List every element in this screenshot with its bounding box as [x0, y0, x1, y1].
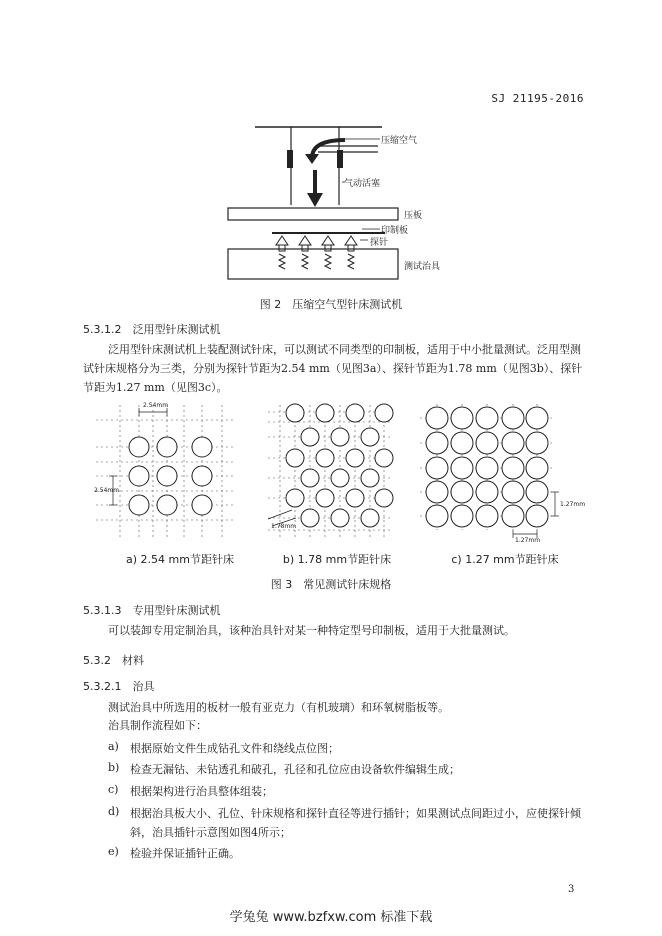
pin-a-1 — [129, 437, 149, 457]
pin-a-6 — [192, 466, 212, 486]
document-code: SJ 21195-2016 — [491, 92, 584, 105]
pin-c-17 — [451, 481, 473, 503]
label-piston: 气动活塞 — [344, 179, 381, 189]
dim-c-h-label: 1.27mm — [515, 537, 541, 544]
list-item-b-text: 检查无漏钻、未钻透孔和破孔，孔径和孔位应由设备软件编辑生成； — [130, 763, 460, 776]
pin-c-12 — [451, 457, 473, 479]
page-number: 3 — [568, 884, 575, 895]
pin-c-20 — [526, 481, 548, 503]
grid-c — [420, 404, 555, 530]
list-item-a-text: 根据原始文件生成钻孔文件和绕线点位图； — [130, 742, 339, 755]
figure-3c-caption: c) 1.27 mm节距针床 — [451, 553, 559, 566]
pin-b-6 — [375, 449, 393, 467]
pin-c-8 — [476, 432, 498, 454]
section-5-3-1-2-line-1: 泛用型针床测试机上装配测试针床，可以测试不同类型的印制板，适用于中小批量测试。泛用型测 — [108, 343, 581, 356]
pin-b-10 — [316, 404, 334, 422]
grid-b — [268, 404, 393, 540]
grid-a — [96, 405, 236, 540]
pin-c-22 — [451, 505, 473, 527]
pin-c-13 — [476, 457, 498, 479]
pin-c-19 — [502, 481, 524, 503]
section-5-3-2-1-title: 5.3.2.1 治具 — [83, 680, 155, 693]
pin-b-14 — [331, 428, 349, 446]
pin-b-16 — [301, 469, 319, 487]
figure-3-caption: 图 3 常见测试针床规格 — [270, 578, 392, 591]
pin-b-17 — [331, 469, 349, 487]
pin-c-9 — [502, 432, 524, 454]
pin-c-6 — [426, 432, 448, 454]
watermark-text: 学兔兔 www.bzfxw.com 标准下载 — [229, 910, 433, 925]
figure-3b-caption: b) 1.78 mm节距针床 — [282, 553, 392, 566]
list-item-a-marker: a) — [108, 740, 119, 753]
figure-3a-caption: a) 2.54 mm节距针床 — [126, 553, 234, 566]
pin-b-1 — [286, 404, 304, 422]
section-5-3-1-3-para: 可以装卸专用定制治具，该种治具针对某一种特定型号印制板，适用于大批量测试。 — [108, 624, 515, 637]
pin-c-16 — [426, 481, 448, 503]
pin-b-13 — [301, 428, 319, 446]
list-item-d-marker: d) — [108, 805, 120, 818]
section-5-3-2-1-para-1: 测试治具中所选用的板材一般有亚克力（有机玻璃）和环氧树脂板等。 — [108, 701, 449, 714]
pin-c-24 — [502, 505, 524, 527]
list-item-d-continuation: 斜，治具插针示意图如图4所示； — [130, 826, 291, 839]
pin-b-8 — [346, 489, 364, 507]
label-pcb: 印制板 — [381, 226, 409, 236]
pin-b-15 — [361, 428, 379, 446]
pin-b-7 — [286, 489, 304, 507]
list-item-c-marker: c) — [108, 783, 119, 796]
pin-c-7 — [451, 432, 473, 454]
pin-a-5 — [157, 466, 177, 486]
dim-a-v-label: 2.54mm — [94, 487, 120, 494]
pin-c-3 — [476, 407, 498, 429]
pin-c-10 — [526, 432, 548, 454]
section-5-3-1-2-line-2: 试针床规格分为三类，分别为探针节距为2.54 mm（见图3a）、探针节距为1.78 mm（见图3b）、探针 — [83, 362, 583, 375]
pin-b-2 — [346, 404, 364, 422]
section-5-3-1-3-title: 5.3.1.3 专用型针床测试机 — [83, 604, 221, 617]
pin-b-3 — [375, 404, 393, 422]
pin-a-9 — [192, 495, 212, 515]
pin-c-15 — [526, 457, 548, 479]
section-5-3-2-1-para-2: 治具制作流程如下： — [108, 719, 207, 732]
list-item-d-text: 根据治具板大小、孔位、针床规格和探针直径等进行插针；如果测试点间距过小，应使探针倾 — [130, 807, 581, 820]
section-5-3-1-2-line-3: 节距为1.27 mm（见图3c）。 — [83, 381, 228, 394]
dim-a-h-label: 2.54mm — [143, 402, 169, 409]
pin-a-7 — [129, 495, 149, 515]
dim-b-label: 1.78mm — [271, 523, 297, 530]
pin-b-4 — [286, 449, 304, 467]
label-fixture: 测试治具 — [404, 262, 441, 272]
list-item-e-marker: e) — [108, 845, 119, 858]
pin-b-20 — [331, 509, 349, 527]
pin-a-8 — [157, 495, 177, 515]
pin-a-3 — [192, 437, 212, 457]
pin-b-21 — [361, 509, 379, 527]
pin-c-4 — [502, 407, 524, 429]
pin-b-9 — [375, 489, 393, 507]
pin-b-5 — [346, 449, 364, 467]
pin-c-2 — [451, 407, 473, 429]
pin-a-2 — [157, 437, 177, 457]
dim-c-v-label: 1.27mm — [560, 501, 586, 508]
pin-a-4 — [129, 466, 149, 486]
section-5-3-2-title: 5.3.2 材料 — [83, 654, 144, 667]
pin-b-12 — [316, 489, 334, 507]
label-compressed-air: 压缩空气 — [381, 136, 418, 146]
list-item-b-marker: b) — [108, 761, 120, 774]
pin-b-11 — [316, 449, 334, 467]
label-probe: 探针 — [370, 238, 389, 248]
pin-c-5 — [526, 407, 548, 429]
figure-2-caption: 图 2 压缩空气型针床测试机 — [259, 298, 403, 311]
pin-c-23 — [476, 505, 498, 527]
pin-b-19 — [301, 509, 319, 527]
pin-c-1 — [426, 407, 448, 429]
pin-c-25 — [526, 505, 548, 527]
pin-c-21 — [426, 505, 448, 527]
list-item-c-text: 根据架构进行治具整体组装； — [130, 785, 273, 798]
label-press-plate: 压板 — [404, 211, 423, 221]
pin-c-14 — [502, 457, 524, 479]
list-item-e-text: 检验并保证插针正确。 — [130, 847, 240, 860]
section-5-3-1-2-title: 5.3.1.2 泛用型针床测试机 — [83, 323, 221, 336]
pin-b-18 — [361, 469, 379, 487]
pin-c-18 — [476, 481, 498, 503]
pin-c-11 — [426, 457, 448, 479]
